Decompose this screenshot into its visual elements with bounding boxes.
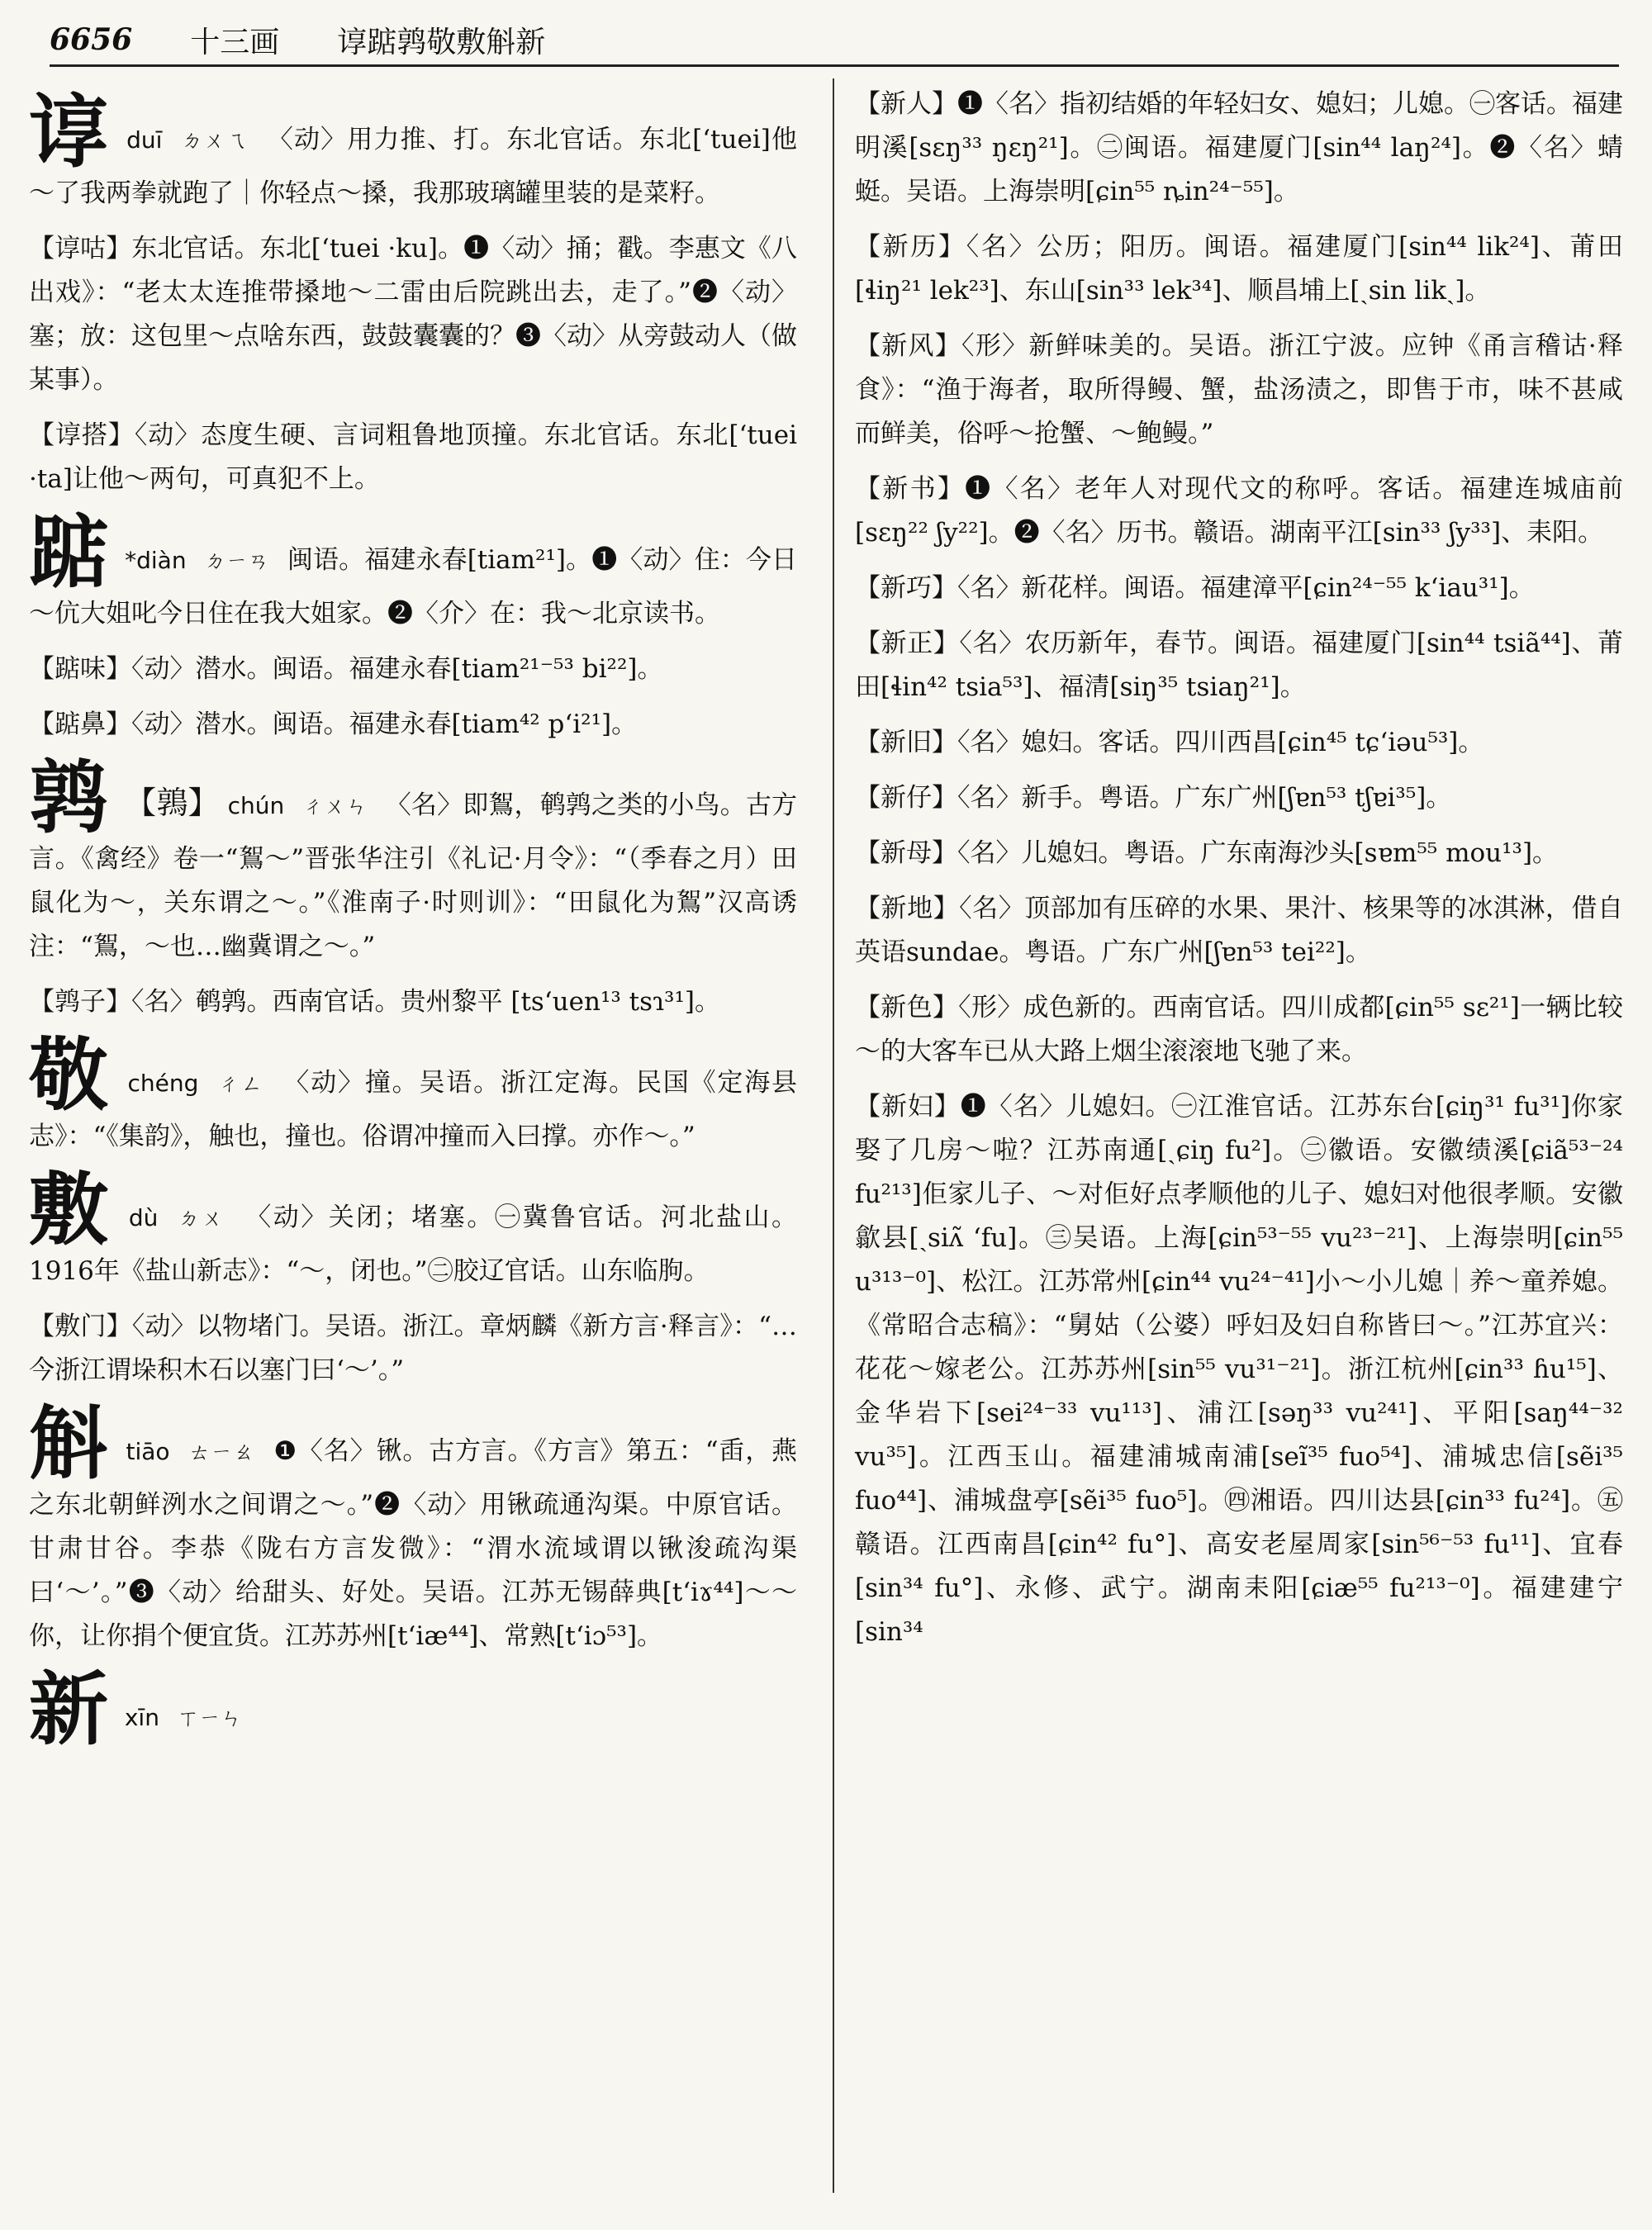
column-divider [833,78,834,2193]
headword: 踮 [29,505,109,599]
definition: 闽语。福建永春[tiam²¹]。❶〈动〉住：今日～伉大姐叱今日住在我大姐家。❷〈介〉在：我～北京读书。 [29,545,798,629]
pinyin: duī [126,126,163,154]
pinyin: xīn [124,1704,159,1731]
subentry: 【新仔】〈名〉新手。粤语。广东广州[ʃɐn⁵³ tʃɐi³⁵]。 [855,783,1452,813]
entry-cheng [29,1028,798,1159]
zhuyin: ㄉㄨㄟ [181,129,249,154]
header-characters: ﻿谆踮鹑敬敷斛新 [337,25,546,59]
definition: 〈动〉撞。吴语。浙江定海。民国《定海县志》：“《集韵》，触也，撞也。俗谓冲撞而入曰撑。亦作～。” [29,1068,798,1151]
headword: 敬 [29,1028,110,1122]
subentry: 【鹑子】〈名〉鹌鹑。西南官话。贵州黎平 [tsʻuen¹³ tsɿ³¹]。 [29,987,720,1017]
subentry: 【新人】❶〈名〉指初结婚的年轻妇女、媳妇；儿媳。㊀客话。福建明溪[sɛŋ³³ ŋɛŋ²¹]。㊁闽语。福建厦门[sin⁴⁴ laŋ²⁴]。❷〈名〉蜻蜓。吴语。上海崇明[ɕin⁵⁵ ȵin²⁴⁻⁵⁵]。 [855,89,1623,206]
entry-chun [29,751,798,969]
headword: 斛 [29,1397,109,1490]
pinyin: chún [227,792,285,819]
pinyin: dù [128,1204,159,1231]
page-number: 6656 [50,22,133,57]
pinyin: tiāo [126,1438,170,1465]
subentry: 【敷门】〈动〉以物堵门。吴语。浙江。章炳麟《新方言·释言》：“…今浙江谓垛积木石以塞门曰‘～’。” [29,1312,797,1385]
subentry: 【新地】〈名〉顶部加有压碎的水果、果汁、核果等的冰淇淋，借自英语sundae。粤语。广东广州[ʃɐn⁵³ tei²²]。 [855,894,1623,967]
subentry: 【新巧】〈名〉新花样。闽语。福建漳平[ɕin²⁴⁻⁵⁵ kʻiau³¹]。 [855,573,1535,603]
entry-dui [29,85,797,216]
definition: 〈动〉关闭；堵塞。㊀冀鲁官话。河北盐山。1916年《盐山新志》：“～，闭也。”㊁胶辽官话。山东临朐。 [29,1203,797,1286]
page-header [50,15,1619,67]
definition: 〈名〉即鴽，鹌鹑之类的小鸟。古方言。《禽经》卷一“鴽～”晋张华注引《礼记·月令》：“（季春之月）田鼠化为～，关东谓之～。”《淮南子·时则训》：“田鼠化为鴽”汉高诱注：“鴽，～也…幽冀谓之～。” [29,790,798,961]
subentry: 【新色】〈形〉成色新的。西南官话。四川成都[ɕin⁵⁵ sɛ²¹]一辆比较～的大客车已从大路上烟尘滚滚地飞驰了来。 [855,993,1623,1066]
subentry: 【新书】❶〈名〉老年人对现代文的称呼。客话。福建连城庙前[sɛŋ²² ʃy²²]。❷〈名〉历书。赣语。湖南平江[sin³³ ʃy³³]、耒阳。 [855,474,1623,548]
zhuyin: ㄔㄥ [218,1072,264,1097]
pinyin: chéng [127,1070,199,1097]
definition: ❶〈名〉锹。古方言。《方言》第五：“臿，燕之东北朝鲜洌水之间谓之～。”❷〈动〉用锹疏通沟渠。中原官话。甘肃甘谷。李恭《陇右方言发微》：“渭水流域谓以锹浚疏沟渠曰‘～’。”❸〈动〉给甜头、好处。吴语。江苏无锡薛典[tʻiɤ⁴⁴]～～你，让你捐个便宜货。江苏苏州[tʻiæ⁴⁴]、常熟[tʻiɔ⁵³]。 [29,1436,798,1651]
subentry: 【踮味】〈动〉潜水。闽语。福建永春[tiam²¹⁻⁵³ bi²²]。 [29,654,663,684]
subentry: 【新旧】〈名〉媳妇。客话。四川西昌[ɕin⁴⁵ tɕʻiəu⁵³]。 [855,728,1484,757]
zhuyin: ㄒㄧㄣ [177,1706,242,1731]
entry-xin [29,1663,797,1756]
entry-dian [29,505,798,636]
headword: 谆 [29,85,110,178]
zhuyin: ㄔㄨㄣ [302,795,368,819]
definition: 〈动〉用力推、打。东北官话。东北[ʻtuei]他～了我两拳就跑了｜你轻点～搡，我那玻璃罐里装的是菜籽。 [29,125,797,208]
subentry: 【谆咕】东北官话。东北[ʻtuei ·ku]。❶〈动〉捅；戳。李惠文《八出戏》：“老太太连推带搡地～二雷由后院跳出去，走了。”❷〈动〉塞；放：这包里～点啥东西，鼓鼓囊囊的？❸〈动〉从旁鼓动人（做某事）。 [29,234,797,395]
entry-tiao [29,1397,798,1658]
subentry: 【新母】〈名〉儿媳妇。粤语。广东南海沙头[sɐm⁵⁵ mou¹³]。 [855,838,1559,868]
stroke-count: 十三画 [190,25,280,59]
subentry: 【新妇】❶〈名〉儿媳妇。㊀江淮官话。江苏东台[ɕiŋ³¹ fu³¹]你家娶了几房～啦？江苏南通[ˏɕiŋ fu²]。㊁徽语。安徽绩溪[ɕiã⁵³⁻²⁴ fu²¹³]佢家儿子、～对佢好点孝顺他的儿子、媳妇对他很孝顺。安徽歙县[ˏsiʌ̃ ʻfu]。㊂吴语。上海[ɕin⁵³⁻⁵⁵ vu²³⁻²¹]、上海崇明[ɕin⁵⁵ u³¹³⁻⁰]、松江。江苏常州[ɕin⁴⁴ vu²⁴⁻⁴¹]小～小儿媳｜养～童养媳。《常昭合志稿》：“舅姑（公婆）呼妇及妇自称皆曰～。”江苏宜兴：花花～嫁老公。江苏苏州[sin⁵⁵ vu³¹⁻²¹]。浙江杭州[ɕin³³ ɦu¹⁵]、金华岩下[sei²⁴⁻³³ vu¹¹³]、浦江[səŋ³³ vu²⁴¹]、平阳[saŋ⁴⁴⁻³² vu³⁵]。江西玉山。福建浦城南浦[seĩ³⁵ fuo⁵⁴]、浦城忠信[sẽi³⁵ fuo⁴⁴]、浦城盘亭[sẽi³⁵ fuo⁵]。㊃湘语。四川达县[ɕin³³ fu²⁴]。㊄赣语。江西南昌[ɕin⁴² fu°]、高安老屋周家[sin⁵⁶⁻⁵³ fu¹¹]、宜春[sin³⁴ fu°]、永修、武宁。湖南耒阳[ɕiæ⁵⁵ fu²¹³⁻⁰]。福建建宁[sin³⁴ [855,1092,1623,1647]
subentry: 【新正】〈名〉农历新年，春节。闽语。福建厦门[sin⁴⁴ tsiã⁴⁴]、莆田[ɬin⁴² tsia⁵³]、福清[siŋ³⁵ tsiaŋ²¹]。 [855,629,1623,702]
entry-du [29,1163,797,1293]
zhuyin: ㄊㄧㄠ [188,1440,255,1465]
pinyin: *diàn [125,547,187,574]
subentry: 【新历】〈名〉公历；阳历。闽语。福建厦门[sin⁴⁴ lik²⁴]、莆田[ɬiŋ²¹ lek²³]、东山[sin³³ lek³⁴]、顺昌埔上[ˏsin likˏ]。 [855,232,1623,306]
zhuyin: ㄉㄧㄢ [204,549,269,574]
headword: 敷 [29,1163,111,1256]
variant-form: 【鶉】 [125,785,220,821]
headword: 新 [29,1663,108,1756]
left-column [29,83,797,1761]
subentry: 【谆搭】〈动〉态度生硬、言词粗鲁地顶撞。东北官话。东北[ʻtuei ·ta]让他～两句，可真犯不上。 [29,420,797,494]
zhuyin: ㄉㄨ [178,1207,225,1231]
subentry: 【踮鼻】〈动〉潜水。闽语。福建永春[tiam⁴² pʻi²¹]。 [29,709,638,739]
right-column [855,83,1623,1666]
headword: 鹑 [29,751,109,844]
subentry: 【新风】〈形〉新鲜味美的。吴语。浙江宁波。应钟《甬言稽诂·释食》：“渔于海者，取所得鳗、蟹，盐汤渍之，即售于市，味不甚咸而鲜美，俗呼～抢蟹、～鲍鳗。” [855,331,1623,448]
